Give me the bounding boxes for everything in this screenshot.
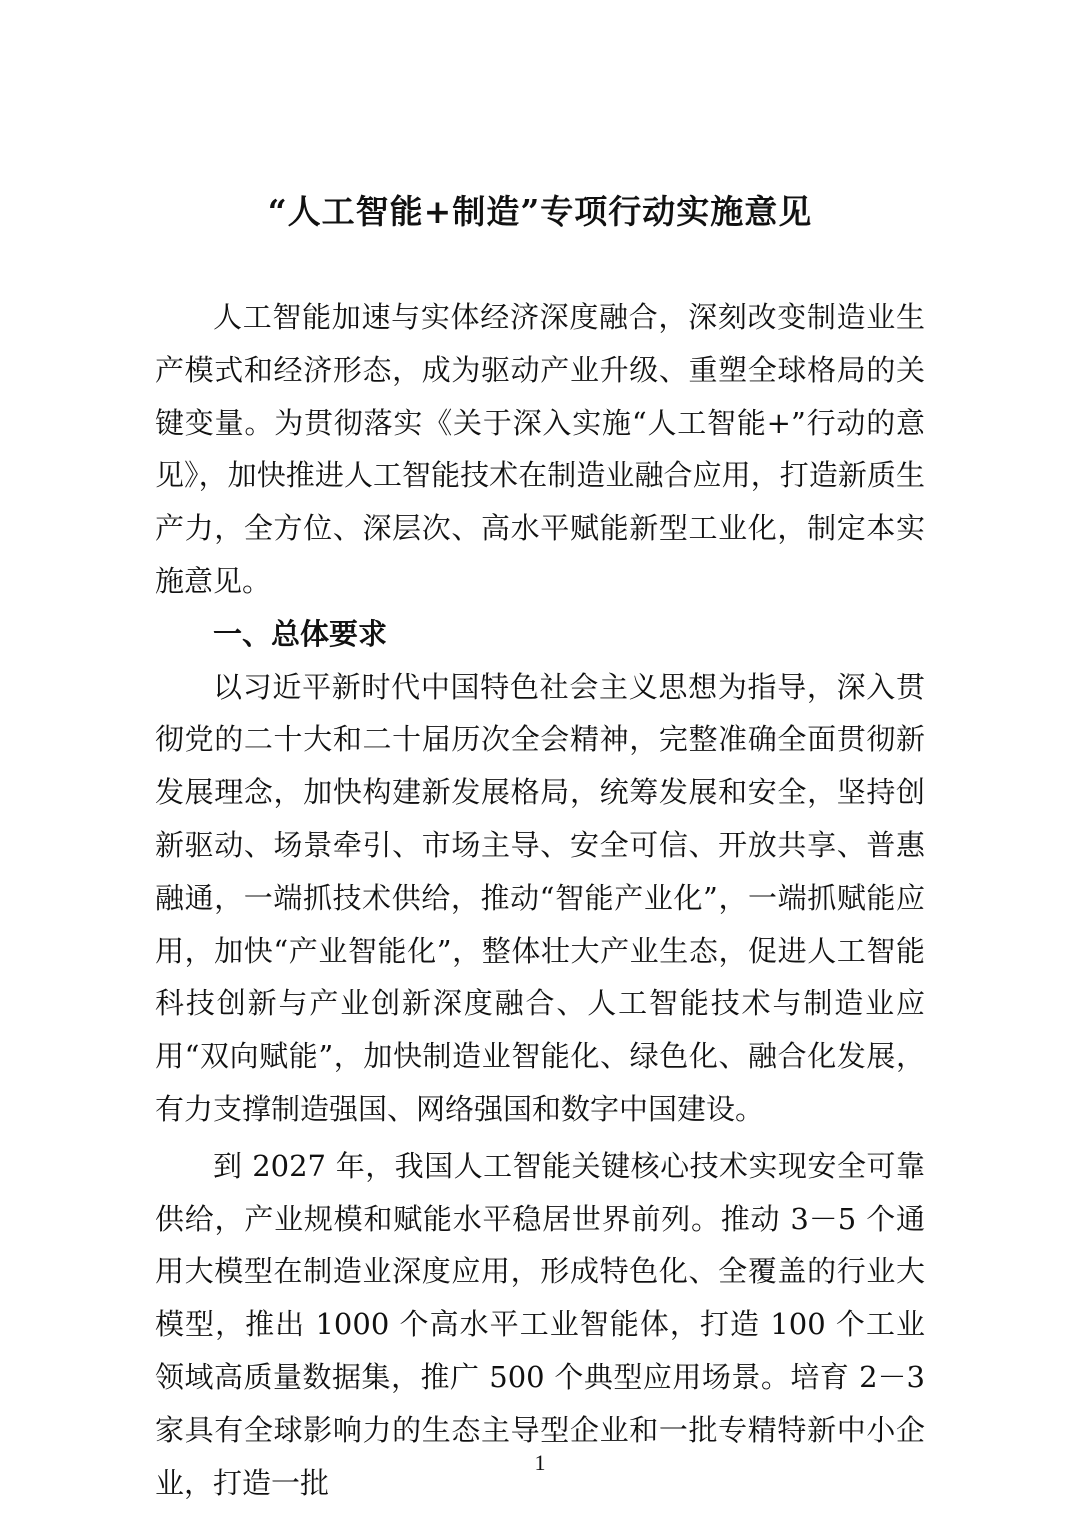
- section-heading: 一、总体要求: [213, 616, 388, 651]
- document-body: [155, 291, 925, 1509]
- document-title: “人工智能+制造”专项行动实施意见: [267, 192, 813, 231]
- goals-2027-paragraph: 到 2027 年，我国人工智能关键核心技术实现安全可靠供给，产业规模和赋能水平稳居世界前列。推动 3－5 个通用大模型在制造业深度应用，形成特色化、全覆盖的行业大模型，推出 1000 个高水平工业智能体，打造 100 个工业领域高质量数据集，推广 500 个典型应用场景。培育 2－3 家具有全球影响力的生态主导型企业和一批专精特新中小企业，打造一批: [155, 1148, 925, 1500]
- intro-paragraph: 人工智能加速与实体经济深度融合，深刻改变制造业生产模式和经济形态，成为驱动产业升级、重塑全球格局的关键变量。为贯彻落实《关于深入实施“人工智能+”行动的意见》，加快推进人工智能技术在制造业融合应用，打造新质生产力，全方位、深层次、高水平赋能新型工业化，制定本实施意见。: [155, 300, 925, 598]
- guiding-principles-paragraph: 以习近平新时代中国特色社会主义思想为指导，深入贯彻党的二十大和二十届历次全会精神，完整准确全面贯彻新发展理念，加快构建新发展格局，统筹发展和安全，坚持创新驱动、场景牵引、市场主导、安全可信、开放共享、普惠融通，一端抓技术供给，推动“智能产业化”，一端抓赋能应用，加快“产业智能化”，整体壮大产业生态，促进人工智能科技创新与产业创新深度融合、人工智能技术与制造业应用“双向赋能”，加快制造业智能化、绿色化、融合化发展，有力支撑制造强国、网络强国和数字中国建设。: [155, 669, 925, 1126]
- page-number: 1: [534, 1450, 546, 1475]
